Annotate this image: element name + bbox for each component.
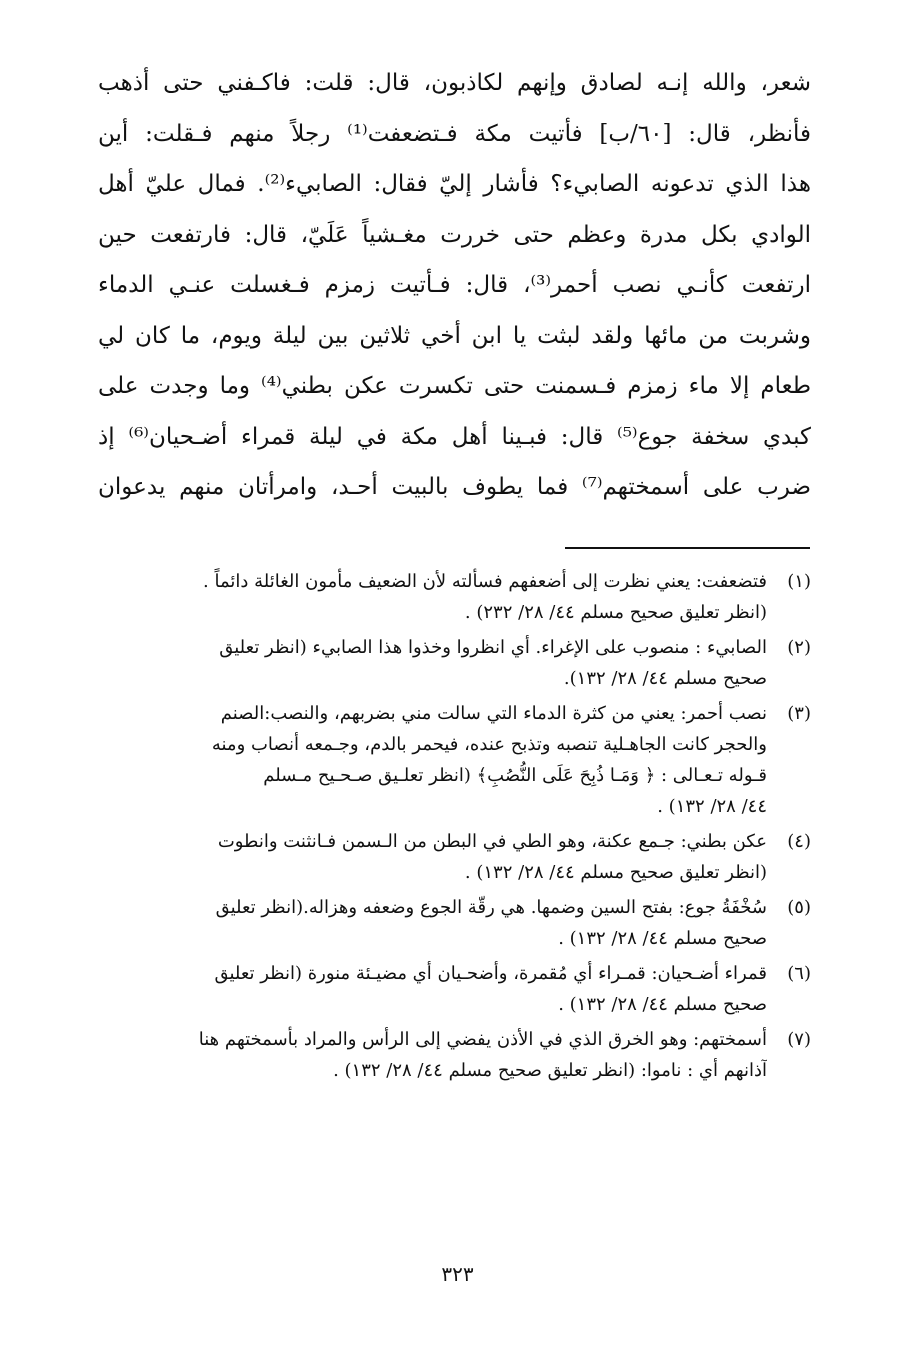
body-line: كبدي سخفة جوع⁽⁵⁾ قال: فبـينا أهل مكة في ليلة قمراء أضـحيان⁽⁶⁾ إذ (98, 423, 811, 450)
body-line: طعام إلا ماء زمزم فـسمنت حتى تكسرت عكن بطني⁽⁴⁾ وما وجدت على (98, 373, 811, 399)
footnote-number: (١) (787, 571, 811, 592)
footnote-line: قـوله تـعـالى : ﴿ وَمَـا ذُبِحَ عَلَى النُّصُبِ﴾ (انظر تعلـيق صـحـيح مـسلم (263, 765, 767, 786)
footnote-line: عكن بطني: جـمع عكنة، وهو الطي في البطن من الـسمن فـانثنت وانطوت (217, 831, 767, 852)
body-line: شعر، والله إنـه لصادق وإنهم لكاذبون، قال: قلت: فاكـفني حتى أذهب (98, 70, 811, 96)
footnote-number: (٤) (787, 831, 811, 852)
footnote-line: فتضعفت: يعني نظرت إلى أضعفهم فسألته لأن الضعيف مأمون الغائلة دائماً . (203, 571, 767, 592)
footnote-6 (98, 958, 811, 1020)
footnotes-section (98, 566, 811, 1090)
main-body-text (98, 58, 811, 513)
footnote-separator (565, 547, 810, 549)
footnote-line: ٤٤/ ٢٨/ ١٣٢) . (657, 796, 767, 817)
footnote-line: (انظر تعليق صحيح مسلم ٤٤/ ٢٨/ ١٣٢) . (464, 862, 767, 883)
body-line: الوادي بكل مدرة وعظم حتى خررت مغـشياً عَلَيّ، قال: فارتفعت حين (98, 221, 811, 248)
footnote-line: صحيح مسلم ٤٤/ ٢٨/ ١٣٢) . (558, 994, 767, 1015)
footnote-line: والحجر كانت الجاهـلية تنصبه وتذبح عنده، فيحمر بالدم، وجـمعه أنصاب ومنه (211, 734, 767, 755)
body-line: ضرب على أسمختهم⁽⁷⁾ فما يطوف بالبيت أحـد، وامرأتان منهم يدعوان (98, 474, 811, 500)
footnote-text (98, 892, 767, 954)
footnote-line: أسمختهم: وهو الخرق الذي في الأذن يفضي إلى الرأس والمراد بأسمختهم هنا (198, 1029, 767, 1050)
body-line: هذا الذي تدعونه الصابيء؟ فأشار إليّ فقال: الصابيء⁽²⁾. فمال عليّ أهل (98, 171, 811, 197)
footnote-line: صحيح مسلم ٤٤/ ٢٨/ ١٣٢). (563, 668, 767, 689)
footnote-line: الصابيء : منصوب على الإغراء. أي انظروا وخذوا هذا الصابيء (انظر تعليق (219, 637, 767, 658)
footnote-number: (٦) (787, 963, 811, 984)
footnote-line: قمراء أضـحيان: قمـراء أي مُقمرة، وأضحـيان أي مضيـئة منورة (انظر تعليق (214, 963, 767, 984)
footnote-text (98, 958, 767, 1020)
footnote-number: (٥) (787, 897, 811, 918)
footnote-3 (98, 698, 811, 822)
footnote-line: صحيح مسلم ٤٤/ ٢٨/ ١٣٢) . (558, 928, 767, 949)
page-number: ٣٢٣ (441, 1262, 474, 1286)
footnote-line: نصب أحمر: يعني من كثرة الدماء التي سالت مني بضربهم، والنصب:الصنم (220, 703, 767, 724)
footnote-line: سُخْفَةُ جوع: بفتح السين وضمها. هي رقّة الجوع وضعفه وهزاله.(انظر تعليق (215, 897, 767, 918)
footnote-line: آذانهم أي : ناموا: (انظر تعليق صحيح مسلم ٤٤/ ٢٨/ ١٣٢) . (333, 1060, 767, 1081)
footnote-line: (انظر تعليق صحيح مسلم ٤٤/ ٢٨/ ٢٣٢) . (464, 602, 767, 623)
footnote-number: (٣) (787, 703, 811, 724)
footnote-text (98, 632, 767, 694)
footnote-text (98, 566, 767, 628)
footnote-1 (98, 566, 811, 628)
footnote-number: (٧) (787, 1029, 811, 1050)
footnote-text (98, 1024, 767, 1086)
body-line: وشربت من مائها ولقد لبثت يا ابن أخي ثلاثين بين ليلة ويوم، ما كان لي (98, 322, 811, 349)
footnote-text (98, 826, 767, 888)
footnote-number: (٢) (787, 637, 811, 658)
footnote-text (98, 698, 767, 822)
footnote-7 (98, 1024, 811, 1086)
body-line: ارتفعت كأنـي نصب أحمر⁽³⁾، قال: فـأتيت زمزم فـغسلت عنـي الدماء (98, 272, 811, 298)
footnote-5 (98, 892, 811, 954)
footnote-2 (98, 632, 811, 694)
footnote-4 (98, 826, 811, 888)
body-line: فأنظر، قال: [٦٠/ب] فأتيت مكة فـتضعفت⁽¹⁾ رجلاً منهم فـقلت: أين (98, 120, 811, 147)
